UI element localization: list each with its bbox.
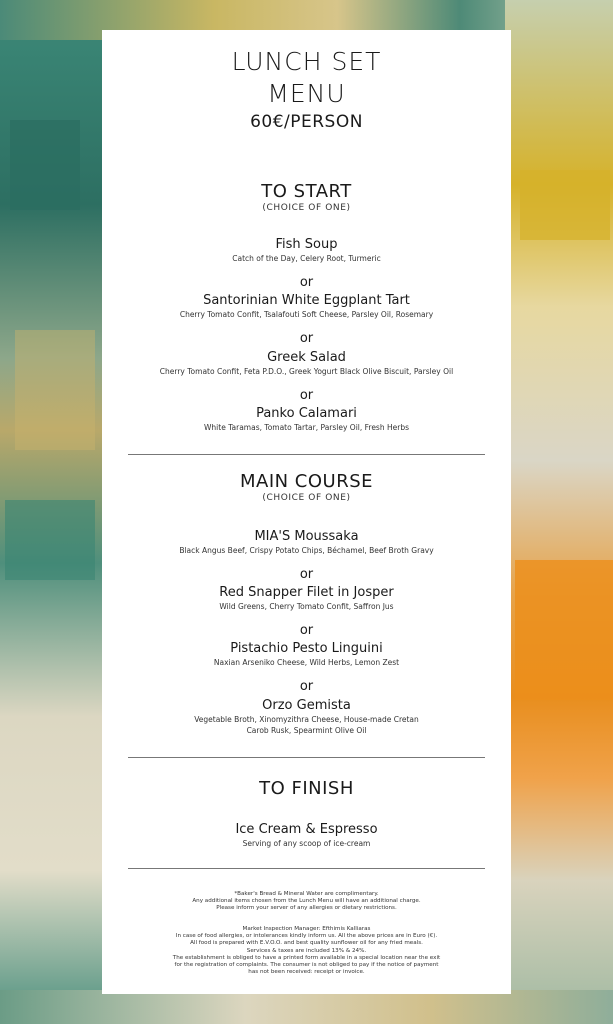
footer-notes — [102, 891, 511, 913]
dish-name: Red Snapper Filet in Josper — [219, 585, 394, 600]
dish-red-snapper — [102, 585, 511, 612]
dish-panko-calamari — [102, 406, 511, 433]
dish-orzo-gemista — [102, 698, 511, 736]
footer-legal-line: The establishment is obliged to have a printed form available in a special location near the exit — [172, 954, 441, 961]
section-subtitle-main-course: (CHOICE OF ONE) — [262, 493, 351, 503]
footer-legal-line: Services & taxes are included 13% & 24%. — [246, 947, 367, 954]
dish-name: Greek Salad — [267, 350, 346, 365]
dish-description: Black Angus Beef, Crispy Potato Chips, Béchamel, Beef Broth Gravy — [179, 546, 434, 555]
section-title-main-course: MAIN COURSE — [239, 471, 374, 492]
dish-name: Santorinian White Eggplant Tart — [203, 293, 410, 308]
dish-description: Naxian Arseniko Cheese, Wild Herbs, Lemon Zest — [213, 658, 400, 667]
section-divider — [128, 454, 485, 455]
dish-greek-salad — [102, 350, 511, 377]
menu-title-line2: MENU — [267, 79, 346, 108]
or-separator: or — [299, 679, 314, 694]
footer-legal-line: for the registration of complaints. The consumer is not obliged to pay if the notice of payment — [174, 962, 439, 969]
footer-note: Any additional items chosen from the Lunch Menu will have an additional charge. — [192, 898, 421, 905]
or-separator: or — [299, 623, 314, 638]
footer-note: *Baker's Bread & Mineral Water are complimentary. — [234, 891, 379, 897]
dish-description: Wild Greens, Cherry Tomato Confit, Saffron Jus — [219, 602, 394, 611]
or-separator: or — [299, 331, 314, 346]
dish-name: Pistachio Pesto Linguini — [230, 641, 383, 656]
section-subtitle-to-start: (CHOICE OF ONE) — [262, 203, 351, 213]
dish-description: White Taramas, Tomato Tartar, Parsley Oil, Fresh Herbs — [204, 423, 409, 432]
menu-title-line1: LUNCH SET — [231, 47, 382, 76]
or-separator: or — [299, 567, 314, 582]
dish-moussaka — [102, 529, 511, 556]
section-divider — [128, 757, 485, 758]
dish-description: Catch of the Day, Celery Root, Turmeric — [232, 254, 381, 263]
footer-legal-line: has not been received: receipt or invoice. — [248, 969, 365, 976]
dish-description-line1: Vegetable Broth, Xinomyzithra Cheese, House-made Cretan — [194, 715, 419, 724]
footer-legal-line: Market Inspection Manager: Efthimis Kalliaras — [242, 926, 371, 932]
dish-name: Fish Soup — [275, 237, 338, 252]
menu-price: 60€/PERSON — [250, 112, 363, 132]
dish-description: Cherry Tomato Confit, Tsalafouti Soft Cheese, Parsley Oil, Rosemary — [179, 310, 434, 319]
menu-card — [102, 30, 511, 994]
dish-fish-soup — [102, 237, 511, 264]
footer-legal-line: All food is prepared with E.V.O.O. and best quality sunflower oil for any fried meals. — [190, 940, 423, 947]
or-separator: or — [299, 388, 314, 403]
dish-description: Serving of any scoop of ice-cream — [242, 839, 371, 848]
dish-name: Ice Cream & Espresso — [235, 822, 378, 837]
dish-name: Panko Calamari — [256, 406, 357, 421]
dish-name: Orzo Gemista — [262, 698, 351, 713]
dish-name: MIA'S Moussaka — [254, 529, 359, 544]
dish-description: Cherry Tomato Confit, Feta P.D.O., Greek Yogurt Black Olive Biscuit, Parsley Oil — [159, 367, 454, 376]
or-separator: or — [299, 275, 314, 290]
footer-legal-line: In case of food allergies, or intolerances kindly inform us. All the above prices are in Euro (€). — [175, 933, 438, 940]
section-title-to-finish: TO FINISH — [259, 778, 354, 799]
footer-legal — [102, 926, 511, 976]
section-divider — [128, 868, 485, 869]
dish-description-line2: Carob Rusk, Spearmint Olive Oil — [246, 726, 367, 735]
dish-ice-cream-espresso — [102, 822, 511, 849]
section-title-to-start: TO START — [261, 181, 352, 202]
dish-pistachio-linguini — [102, 641, 511, 668]
dish-eggplant-tart — [102, 293, 511, 320]
footer-note: Please inform your server of any allergies or dietary restrictions. — [216, 905, 397, 912]
